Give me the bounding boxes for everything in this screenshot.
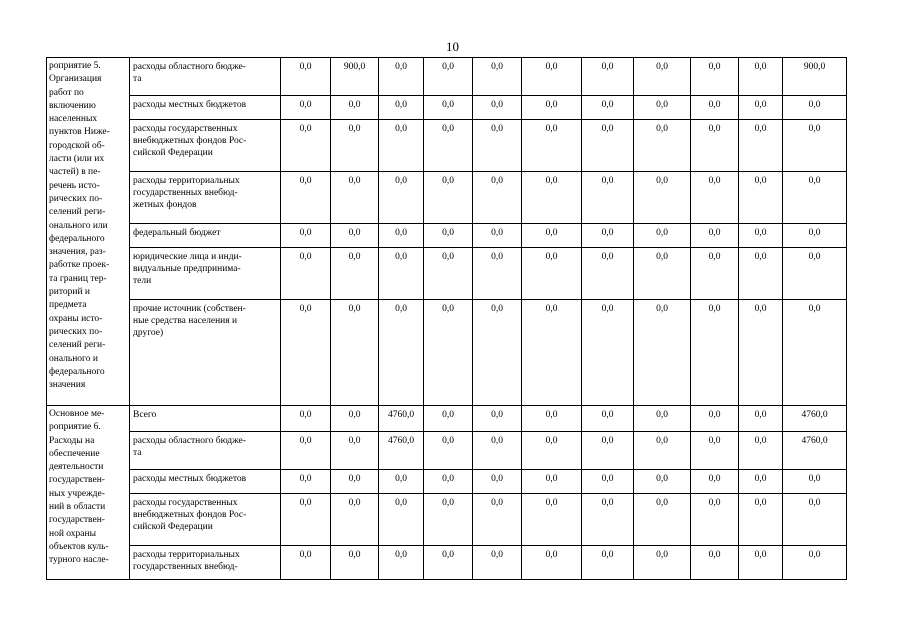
- amount-cell: 0,0: [331, 432, 379, 470]
- table-row: [47, 494, 847, 546]
- amount-cell: 0,0: [379, 546, 424, 580]
- amount-cell: 0,0: [691, 58, 739, 96]
- amount-cell: 0,0: [582, 470, 634, 494]
- amount-cell: 0,0: [783, 120, 847, 172]
- amount-cell: 0,0: [739, 546, 783, 580]
- amount-cell: 0,0: [522, 406, 582, 432]
- funding-source-cell: расходы местных бюджетов: [130, 96, 281, 120]
- amount-cell: 0,0: [739, 224, 783, 248]
- table-row: [47, 58, 847, 96]
- amount-cell: 0,0: [582, 96, 634, 120]
- amount-cell: 0,0: [582, 546, 634, 580]
- amount-cell: 0,0: [582, 58, 634, 96]
- amount-cell: 0,0: [424, 300, 473, 406]
- amount-cell: 0,0: [739, 172, 783, 224]
- amount-cell: 0,0: [739, 300, 783, 406]
- table-row: [47, 120, 847, 172]
- funding-source-cell: расходы государственных внебюджетных фондов Рос- сийской Федерации: [130, 120, 281, 172]
- amount-cell: 0,0: [281, 120, 331, 172]
- amount-cell: 0,0: [634, 96, 691, 120]
- amount-cell: 0,0: [691, 96, 739, 120]
- amount-cell: 0,0: [634, 172, 691, 224]
- amount-cell: 0,0: [582, 224, 634, 248]
- amount-cell: 0,0: [634, 120, 691, 172]
- table-row: [47, 224, 847, 248]
- amount-cell: 0,0: [634, 300, 691, 406]
- amount-cell: 0,0: [379, 58, 424, 96]
- amount-cell: 0,0: [582, 432, 634, 470]
- amount-cell: 0,0: [522, 432, 582, 470]
- funding-source-cell: расходы государственных внебюджетных фондов Рос- сийской Федерации: [130, 494, 281, 546]
- amount-cell: 0,0: [281, 406, 331, 432]
- amount-cell: 0,0: [281, 172, 331, 224]
- table-row: [47, 96, 847, 120]
- amount-cell: 0,0: [634, 432, 691, 470]
- amount-cell: 0,0: [379, 172, 424, 224]
- amount-cell: 0,0: [739, 248, 783, 300]
- amount-cell: 0,0: [522, 248, 582, 300]
- amount-cell: 0,0: [281, 224, 331, 248]
- amount-cell: 0,0: [783, 96, 847, 120]
- amount-cell: 0,0: [281, 546, 331, 580]
- funding-source-cell: прочие источник (собствен- ные средства населения и другое): [130, 300, 281, 406]
- table-row: [47, 406, 847, 432]
- amount-cell: 0,0: [783, 300, 847, 406]
- amount-cell: 0,0: [331, 406, 379, 432]
- amount-cell: 0,0: [783, 546, 847, 580]
- amount-cell: 0,0: [331, 546, 379, 580]
- amount-cell: 0,0: [473, 172, 522, 224]
- amount-cell: 0,0: [522, 172, 582, 224]
- amount-cell: 0,0: [424, 58, 473, 96]
- amount-cell: 0,0: [379, 494, 424, 546]
- amount-cell: 900,0: [783, 58, 847, 96]
- table-row: [47, 470, 847, 494]
- amount-cell: 0,0: [281, 248, 331, 300]
- funding-source-cell: Всего: [130, 406, 281, 432]
- amount-cell: 0,0: [379, 224, 424, 248]
- amount-cell: 0,0: [582, 406, 634, 432]
- amount-cell: 0,0: [582, 248, 634, 300]
- amount-cell: 0,0: [331, 494, 379, 546]
- amount-cell: 0,0: [522, 58, 582, 96]
- amount-cell: 0,0: [473, 224, 522, 248]
- amount-cell: 0,0: [424, 172, 473, 224]
- amount-cell: 4760,0: [783, 432, 847, 470]
- amount-cell: 0,0: [473, 96, 522, 120]
- amount-cell: 0,0: [783, 470, 847, 494]
- amount-cell: 0,0: [424, 248, 473, 300]
- amount-cell: 0,0: [473, 494, 522, 546]
- amount-cell: 0,0: [331, 96, 379, 120]
- amount-cell: 0,0: [522, 120, 582, 172]
- budget-table: [46, 57, 847, 580]
- page-number: 10: [446, 39, 459, 54]
- table-row: [47, 172, 847, 224]
- funding-source-cell: юридические лица и инди- видуальные предпринима- тели: [130, 248, 281, 300]
- amount-cell: 0,0: [331, 224, 379, 248]
- amount-cell: 0,0: [739, 432, 783, 470]
- amount-cell: 0,0: [379, 470, 424, 494]
- amount-cell: 0,0: [691, 470, 739, 494]
- amount-cell: 0,0: [522, 546, 582, 580]
- amount-cell: 0,0: [281, 58, 331, 96]
- amount-cell: 0,0: [522, 494, 582, 546]
- amount-cell: 0,0: [331, 300, 379, 406]
- amount-cell: 0,0: [331, 248, 379, 300]
- amount-cell: 4760,0: [379, 432, 424, 470]
- amount-cell: 0,0: [424, 470, 473, 494]
- amount-cell: 0,0: [522, 300, 582, 406]
- amount-cell: 0,0: [582, 120, 634, 172]
- amount-cell: 0,0: [281, 432, 331, 470]
- amount-cell: 0,0: [331, 172, 379, 224]
- amount-cell: 0,0: [473, 546, 522, 580]
- amount-cell: 0,0: [281, 96, 331, 120]
- amount-cell: 0,0: [424, 406, 473, 432]
- amount-cell: 0,0: [473, 58, 522, 96]
- amount-cell: 0,0: [691, 248, 739, 300]
- amount-cell: 0,0: [331, 470, 379, 494]
- amount-cell: 0,0: [582, 300, 634, 406]
- amount-cell: 0,0: [473, 406, 522, 432]
- amount-cell: 0,0: [739, 406, 783, 432]
- amount-cell: 0,0: [379, 96, 424, 120]
- amount-cell: 0,0: [379, 300, 424, 406]
- amount-cell: 0,0: [473, 470, 522, 494]
- amount-cell: 0,0: [634, 224, 691, 248]
- funding-source-cell: расходы местных бюджетов: [130, 470, 281, 494]
- amount-cell: 0,0: [691, 300, 739, 406]
- funding-source-cell: расходы областного бюдже- та: [130, 432, 281, 470]
- amount-cell: 0,0: [473, 432, 522, 470]
- amount-cell: 0,0: [739, 120, 783, 172]
- funding-source-cell: федеральный бюджет: [130, 224, 281, 248]
- table-row: [47, 248, 847, 300]
- amount-cell: 0,0: [691, 432, 739, 470]
- amount-cell: 0,0: [739, 494, 783, 546]
- amount-cell: 0,0: [739, 470, 783, 494]
- event-description-cell: роприятие 5. Организация работ по включению населенных пунктов Ниже- городской об- ласти (или их частей) в пе- речень исто- рических по- селений реги- онального или федерального значения, раз- работке проек- та границ тер- риторий и предмета охраны исто- рических по- селений реги- онального и федерального значения: [47, 58, 130, 406]
- amount-cell: 0,0: [691, 546, 739, 580]
- amount-cell: 0,0: [424, 120, 473, 172]
- amount-cell: 0,0: [379, 120, 424, 172]
- funding-source-cell: расходы областного бюдже- та: [130, 58, 281, 96]
- amount-cell: 0,0: [783, 494, 847, 546]
- amount-cell: 0,0: [634, 494, 691, 546]
- amount-cell: 0,0: [634, 58, 691, 96]
- amount-cell: 0,0: [691, 494, 739, 546]
- amount-cell: 0,0: [281, 470, 331, 494]
- amount-cell: 900,0: [331, 58, 379, 96]
- amount-cell: 0,0: [522, 470, 582, 494]
- table-row: [47, 546, 847, 580]
- amount-cell: 0,0: [582, 172, 634, 224]
- amount-cell: 0,0: [783, 248, 847, 300]
- amount-cell: 0,0: [739, 96, 783, 120]
- amount-cell: 0,0: [783, 224, 847, 248]
- amount-cell: 0,0: [691, 406, 739, 432]
- amount-cell: 0,0: [522, 224, 582, 248]
- amount-cell: 0,0: [691, 172, 739, 224]
- amount-cell: 0,0: [281, 300, 331, 406]
- amount-cell: 0,0: [582, 494, 634, 546]
- amount-cell: 0,0: [522, 96, 582, 120]
- funding-source-cell: расходы территориальных государственных внебюд- жетных фондов: [130, 172, 281, 224]
- amount-cell: 0,0: [281, 494, 331, 546]
- funding-source-cell: расходы территориальных государственных внебюд-: [130, 546, 281, 580]
- amount-cell: 0,0: [634, 546, 691, 580]
- amount-cell: 0,0: [691, 120, 739, 172]
- amount-cell: 0,0: [379, 248, 424, 300]
- amount-cell: 0,0: [783, 172, 847, 224]
- event-description-cell: Основное ме- роприятие 6. Расходы на обеспечение деятельности государствен- ных учрежде- ний в области государствен- ной охраны объектов куль- турного насле-: [47, 406, 130, 580]
- amount-cell: 0,0: [634, 406, 691, 432]
- amount-cell: 0,0: [473, 248, 522, 300]
- amount-cell: 0,0: [424, 224, 473, 248]
- amount-cell: 0,0: [691, 224, 739, 248]
- amount-cell: 0,0: [424, 546, 473, 580]
- amount-cell: 4760,0: [783, 406, 847, 432]
- amount-cell: 0,0: [634, 470, 691, 494]
- amount-cell: 4760,0: [379, 406, 424, 432]
- table-row: [47, 432, 847, 470]
- amount-cell: 0,0: [424, 96, 473, 120]
- table-row: [47, 300, 847, 406]
- amount-cell: 0,0: [424, 494, 473, 546]
- amount-cell: 0,0: [473, 120, 522, 172]
- amount-cell: 0,0: [739, 58, 783, 96]
- amount-cell: 0,0: [634, 248, 691, 300]
- amount-cell: 0,0: [424, 432, 473, 470]
- amount-cell: 0,0: [331, 120, 379, 172]
- amount-cell: 0,0: [473, 300, 522, 406]
